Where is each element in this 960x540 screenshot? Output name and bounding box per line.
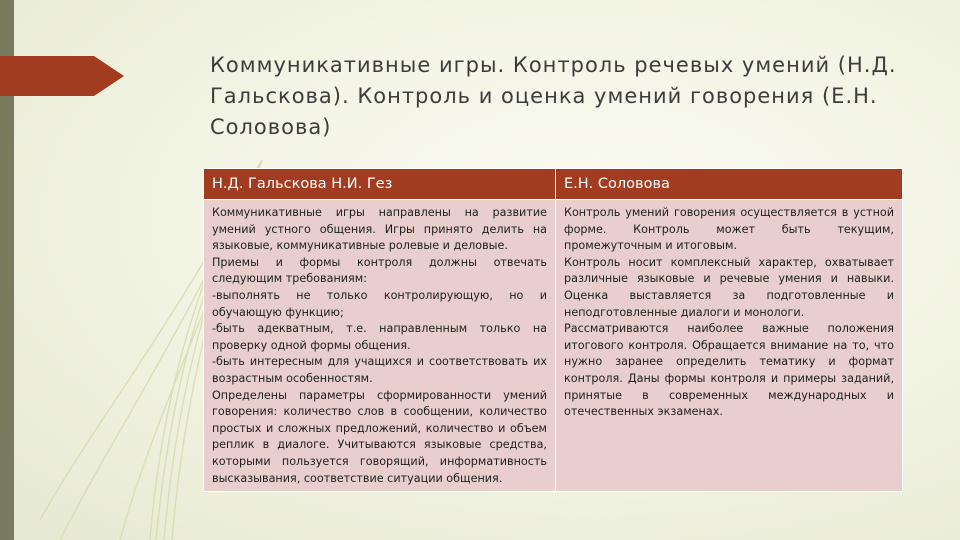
paragraph-final-control: Рассматриваются наиболее важные положения итогового контроля. Обращается внимание на то, что нужно заранее определить тематику и формат контроля. Даны формы контроля и примеры заданий, принятые в современных международных и отечественных экзаменах.	[564, 322, 894, 419]
paragraph-oral-control: Контроль умений говорения осуществляется в устной форме. Контроль может быть текущим, промежуточным и итоговым.	[564, 206, 894, 253]
cell-solovova	[556, 200, 903, 492]
paragraph-games: Коммуникативные игры направлены на развитие умений устного общения. Игры принято делить на языковые, коммуникативные ролевые и деловые.	[212, 206, 547, 253]
paragraph-complex-control: Контроль носит комплексный характер, охватывает различные языковые и речевые умения и навыки. Оценка выставляется за подготовленные и неподготовленные диалоги и монологи.	[564, 255, 894, 319]
header-galskova-gez: Н.Д. Гальскова Н.И. Гез	[204, 169, 556, 200]
cell-galskova-gez	[204, 200, 556, 492]
table-row	[204, 200, 903, 492]
header-solovova: Е.Н. Соловова	[556, 169, 903, 200]
paragraph-parameters: Определены параметры сформированности умений говорения: количество слов в сообщении, количество простых и сложных предложений, количество и объем реплик в диалоге. Учитываются языковые средства, которыми пользуется говорящий, информативность высказывания, соответствие ситуации общения.	[212, 388, 547, 485]
paragraph-requirements: Приемы и формы контроля должны отвечать следующим требованиям:	[212, 255, 547, 286]
slide-title: Коммуникативные игры. Контроль речевых умений (Н.Д. Гальскова). Контроль и оценка умений говорения (Е.Н. Соловова)	[210, 53, 897, 139]
requirement-interesting: -быть интересным для учащихся и соответствовать их возрастным особенностям.	[212, 355, 547, 385]
requirement-adequate: -быть адекватным, т.е. направленным только на проверку одной формы общения.	[212, 322, 547, 352]
comparison-table	[203, 168, 903, 492]
requirement-teaching: -выполнять не только контролирующую, но и обучающую функцию;	[212, 288, 547, 319]
table-header-row	[204, 169, 903, 200]
left-accent-bar	[0, 0, 14, 540]
